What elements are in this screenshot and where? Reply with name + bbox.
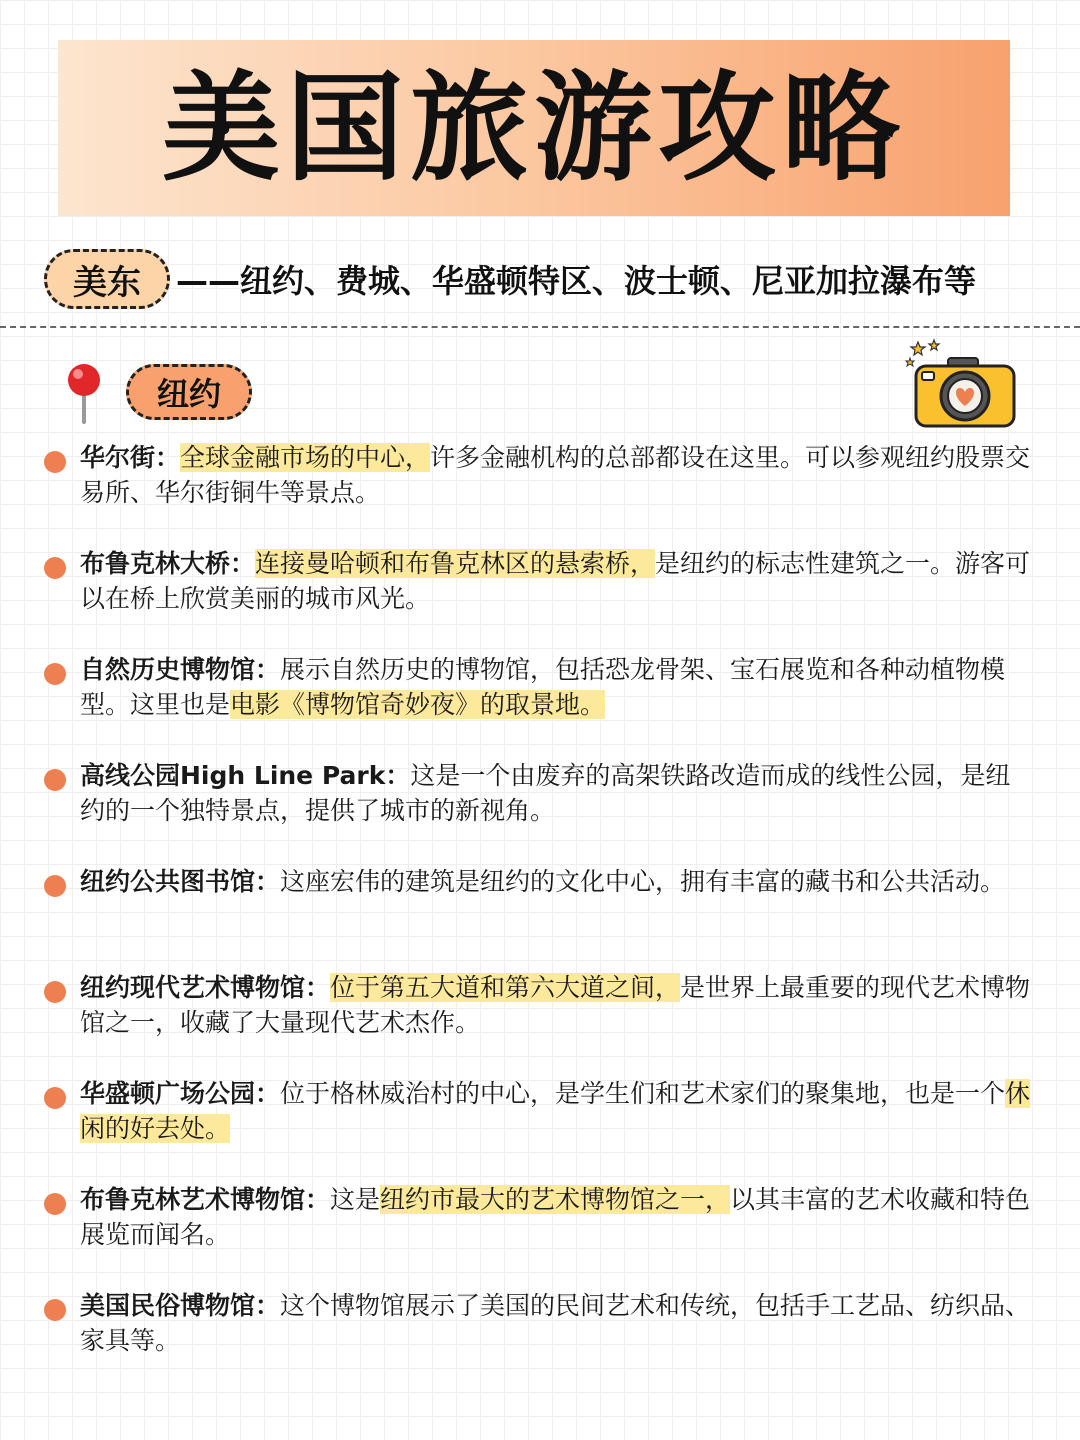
list-item [44, 1076, 1034, 1182]
highlight-text: 纽约市最大的艺术博物馆之一， [380, 1185, 731, 1214]
camera-icon [904, 338, 1018, 430]
attraction-name: 高线公园High Line Park： [80, 761, 411, 790]
attraction-text: 这座宏伟的建筑是纽约的文化中心，拥有丰富的藏书和公共活动。 [280, 867, 1006, 896]
bullet-dot [44, 663, 66, 685]
bullet-dot [44, 769, 66, 791]
bullet-dot [44, 1299, 66, 1321]
map-pin-icon [62, 362, 106, 424]
dashed-divider [0, 326, 1080, 328]
attraction-text: 是世界上最重要的现代艺术博物馆之一，收藏了大量现代艺术杰作。 [80, 973, 1031, 1037]
bullet-dot [44, 557, 66, 579]
attraction-text: 许多金融机构的总部都设在这里。可以参观纽约股票交易所、华尔街铜牛等景点。 [80, 443, 1031, 507]
highlight-text: 电影《博物馆奇妙夜》的取景地。 [230, 690, 606, 719]
page-title: 美国旅游攻略 [161, 59, 906, 197]
region-badge: 美东 [44, 249, 170, 309]
bullet-dot [44, 1193, 66, 1215]
attraction-name: 美国民俗博物馆： [80, 1291, 281, 1320]
attraction-text: 位于格林威治村的中心，是学生们和艺术家们的聚集地，也是一个 [280, 1079, 1006, 1108]
list-item [44, 546, 1034, 652]
attraction-text: 这是一个由废弃的高架铁路改造而成的线性公园，是纽约的一个独特景点，提供了城市的新视角。 [80, 761, 1011, 825]
attraction-name: 自然历史博物馆： [80, 655, 281, 684]
list-item [44, 758, 1034, 864]
list-item [44, 970, 1034, 1076]
attraction-list [44, 440, 1034, 1394]
list-item [44, 440, 1034, 546]
attraction-text: 是纽约的标志性建筑之一。游客可以在桥上欣赏美丽的城市风光。 [80, 549, 1031, 613]
attraction-text: 展示自然历史的博物馆，包括恐龙骨架、宝石展览和各种动植物模型。这里也是 [80, 655, 1006, 719]
region-header [44, 248, 1054, 310]
highlight-text: 位于第五大道和第六大道之间， [330, 973, 681, 1002]
attraction-text: 这个博物馆展示了美国的民间艺术和传统，包括手工艺品、纺织品、家具等。 [80, 1291, 1031, 1355]
bullet-dot [44, 981, 66, 1003]
bullet-dot [44, 451, 66, 473]
bullet-dot [44, 1087, 66, 1109]
attraction-name: 华盛顿广场公园： [80, 1079, 281, 1108]
attraction-name: 布鲁克林艺术博物馆： [80, 1185, 331, 1214]
attraction-name: 纽约现代艺术博物馆： [80, 973, 331, 1002]
attraction-name: 布鲁克林大桥： [80, 549, 256, 578]
attraction-name: 华尔街： [80, 443, 181, 472]
attraction-name: 纽约公共图书馆： [80, 867, 281, 896]
title-banner [58, 40, 1010, 216]
highlight-text: 全球金融市场的中心， [180, 443, 431, 472]
city-badge: 纽约 [126, 364, 252, 420]
highlight-text: 连接曼哈顿和布鲁克林区的悬索桥， [255, 549, 656, 578]
region-description: ——纽约、费城、华盛顿特区、波士顿、尼亚加拉瀑布等 [176, 262, 977, 300]
attraction-text: 这是 [330, 1185, 381, 1214]
list-item [44, 652, 1034, 758]
list-item [44, 864, 1034, 970]
list-item [44, 1182, 1034, 1288]
attraction-text: 以其丰富的艺术收藏和特色展览而闻名。 [80, 1185, 1031, 1249]
list-item [44, 1288, 1034, 1394]
bullet-dot [44, 875, 66, 897]
highlight-text: 休闲的好去处。 [80, 1079, 1031, 1143]
